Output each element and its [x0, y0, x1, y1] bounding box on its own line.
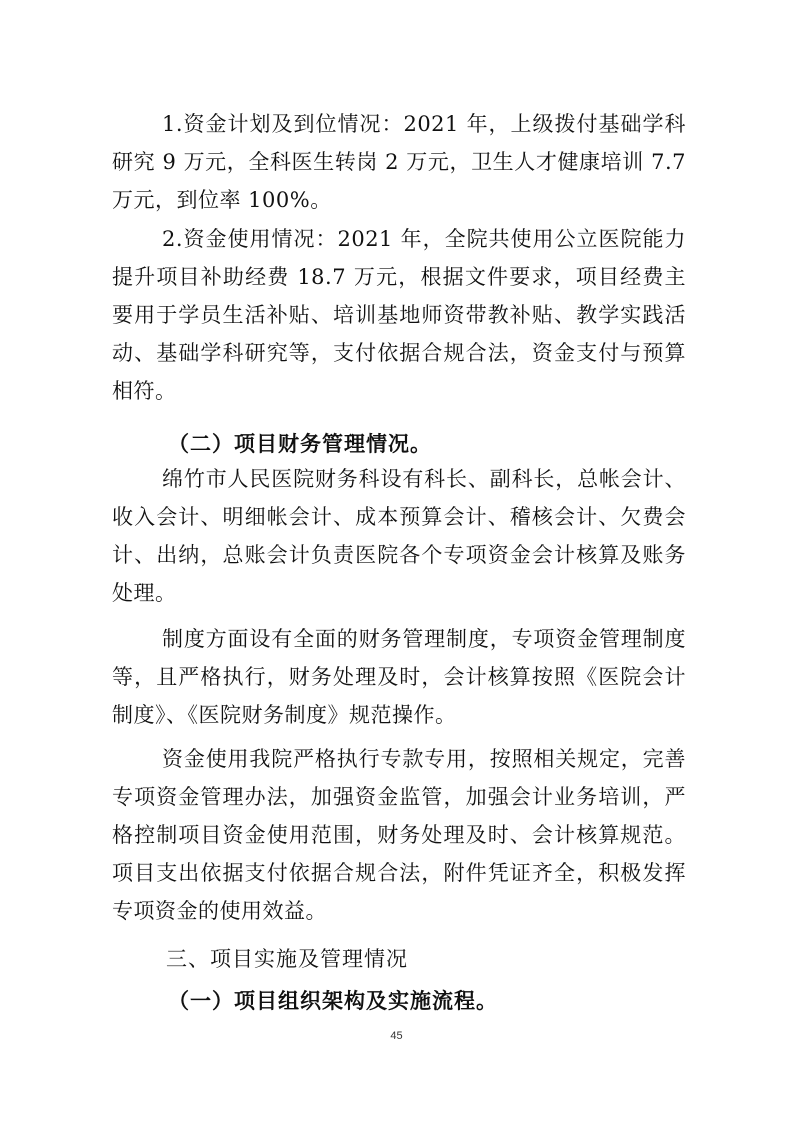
paragraph-funding-plan: 1.资金计划及到位情况：2021 年，上级拨付基础学科研究 9 万元，全科医生转岗 2 万元，卫生人才健康培训 7.7 万元，到位率 100%。: [112, 112, 686, 212]
heading-finance-management: （二）项目财务管理情况。: [168, 431, 432, 456]
paragraph-finance-staff: 绵竹市人民医院财务科设有科长、副科长，总帐会计、收入会计、明细帐会计、成本预算会计、稽核会计、欠费会计、出纳，总账会计负责医院各个专项资金会计核算及账务处理。: [112, 467, 686, 605]
heading-section-three: 三、项目实施及管理情况: [166, 947, 408, 971]
heading-org-structure: （一）项目组织架构及实施流程。: [168, 988, 498, 1013]
paragraph-finance-rules: 制度方面设有全面的财务管理制度，专项资金管理制度等，且严格执行，财务处理及时，会计核算按照《医院会计制度》、《医院财务制度》规范操作。: [112, 627, 686, 727]
page-number: 45: [390, 1030, 403, 1042]
paragraph-fund-control: 资金使用我院严格执行专款专用，按照相关规定，完善专项资金管理办法，加强资金监管，加强会计业务培训，严格控制项目资金使用范围，财务处理及时、会计核算规范。项目支出依据支付依据合规合法，附件凭证齐全，积极发挥专项资金的使用效益。: [112, 747, 686, 923]
paragraph-funding-usage: 2.资金使用情况：2021 年，全院共使用公立医院能力提升项目补助经费 18.7 万元，根据文件要求，项目经费主要用于学员生活补贴、培训基地师资带教补贴、教学实践活动、基础学科研究等，支付依据合规合法，资金支付与预算相符。: [112, 227, 686, 403]
